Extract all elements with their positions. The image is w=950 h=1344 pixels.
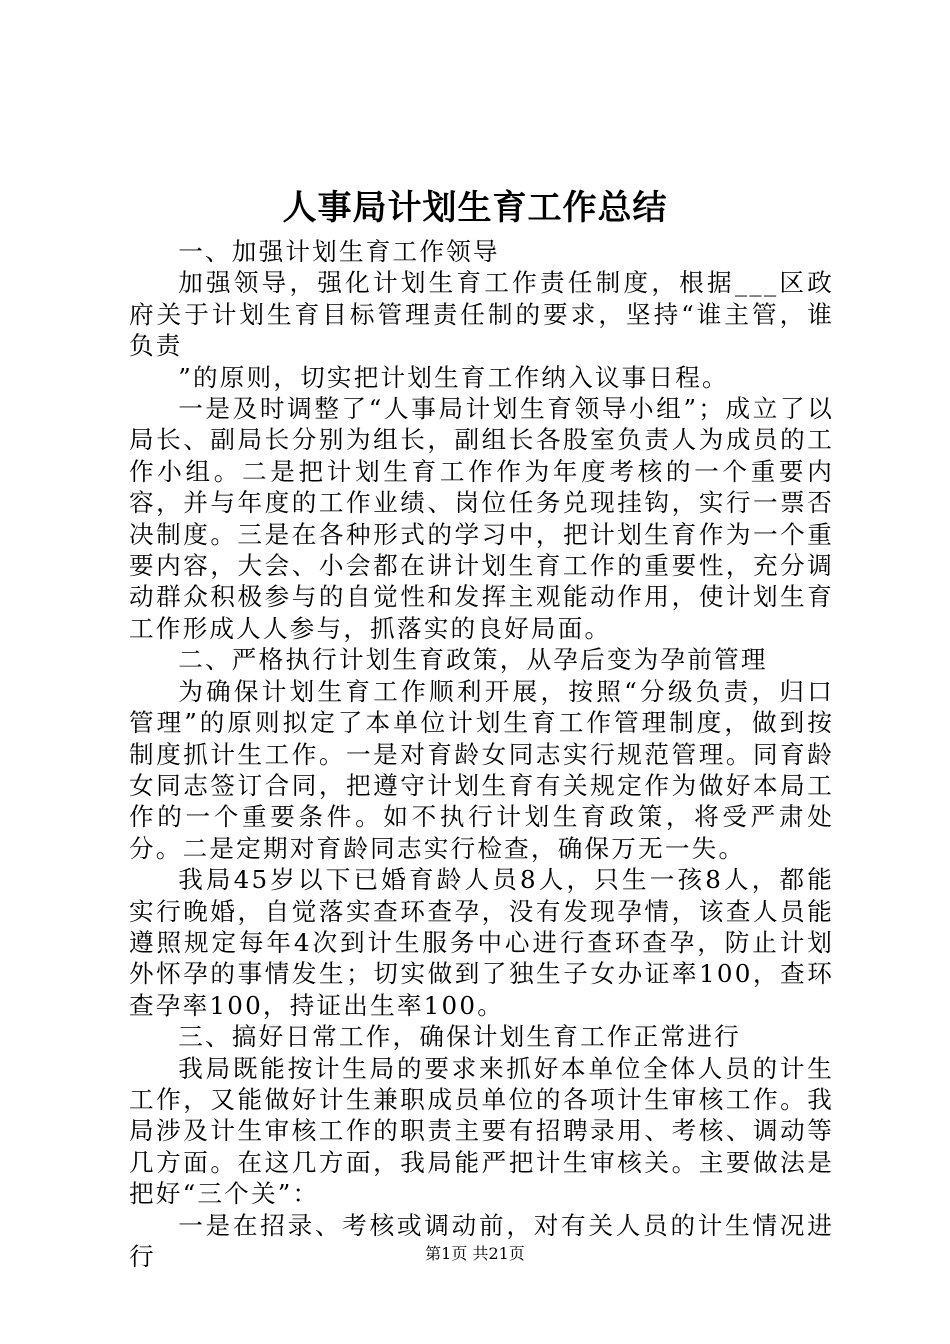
section-heading-2: 二、严格执行计划生育政策，从孕后变为孕前管理 xyxy=(178,645,768,675)
paragraph: ”的原则，切实把计划生育工作纳入议事日程。 xyxy=(178,362,729,392)
document-title: 人事局计划生育工作总结 xyxy=(282,188,668,228)
section-heading-3: 三、搞好日常工作，确保计划生育工作正常进行 xyxy=(178,1022,741,1052)
paragraph: 一是及时调整了“人事局计划生育领导小组”；成立了以局长、副局长分别为组长，副组长各股室负责人为成员的工作小组。二是把计划生育工作作为年度考核的一个重要内容，并与年度的工作业绩、岗位任务兑现挂钩，实行一票否决制度。三是在各种形式的学习中，把计划生育作为一个重要内容，大会、小会都在讲计划生育工作的重要性，充分调动群众积极参与的自觉性和发挥主观能动作用，使计划生育工作形成人人参与，抓落实的良好局面。 xyxy=(129,394,834,643)
paragraph: 为确保计划生育工作顺利开展，按照“分级负责，归口管理”的原则拟定了本单位计划生育工作管理制度，做到按制度抓计生工作。一是对育龄女同志实行规范管理。同育龄女同志签订合同，把遵守计划生育有关规定作为做好本局工作的一个重要条件。如不执行计划生育政策，将受严肃处分。二是定期对育龄同志实行检查，确保万无一失。 xyxy=(129,676,834,863)
document-body xyxy=(129,236,834,1272)
paragraph: 一是在招录、考核或调动前，对有关人员的计生情况进行 xyxy=(129,1210,834,1271)
paragraph: 我局既能按计生局的要求来抓好本单位全体人员的计生工作，又能做好计生兼职成员单位的各项计生审核工作。我局涉及计生审核工作的职责主要有招聘录用、考核、调动等几方面。在这几方面，我局能严把计生审核关。主要做法是把好“三个关”： xyxy=(129,1053,834,1209)
paragraph: 加强领导，强化计划生育工作责任制度，根据___区政府关于计划生育目标管理责任制的要求，坚持“谁主管，谁负责 xyxy=(129,268,834,361)
page-footer: 第1页 共21页 xyxy=(425,1244,525,1263)
paragraph: 我局45岁以下已婚育龄人员8人，只生一孩8人，都能实行晚婚，自觉落实查环查孕，没有发现孕情，该查人员能遵照规定每年4次到计生服务中心进行查环查孕，防止计划外怀孕的事情发生；切实做到了独生子女办证率100，查环查孕率100，持证出生率100。 xyxy=(129,865,834,1020)
section-heading-1: 一、加强计划生育工作领导 xyxy=(178,237,500,266)
